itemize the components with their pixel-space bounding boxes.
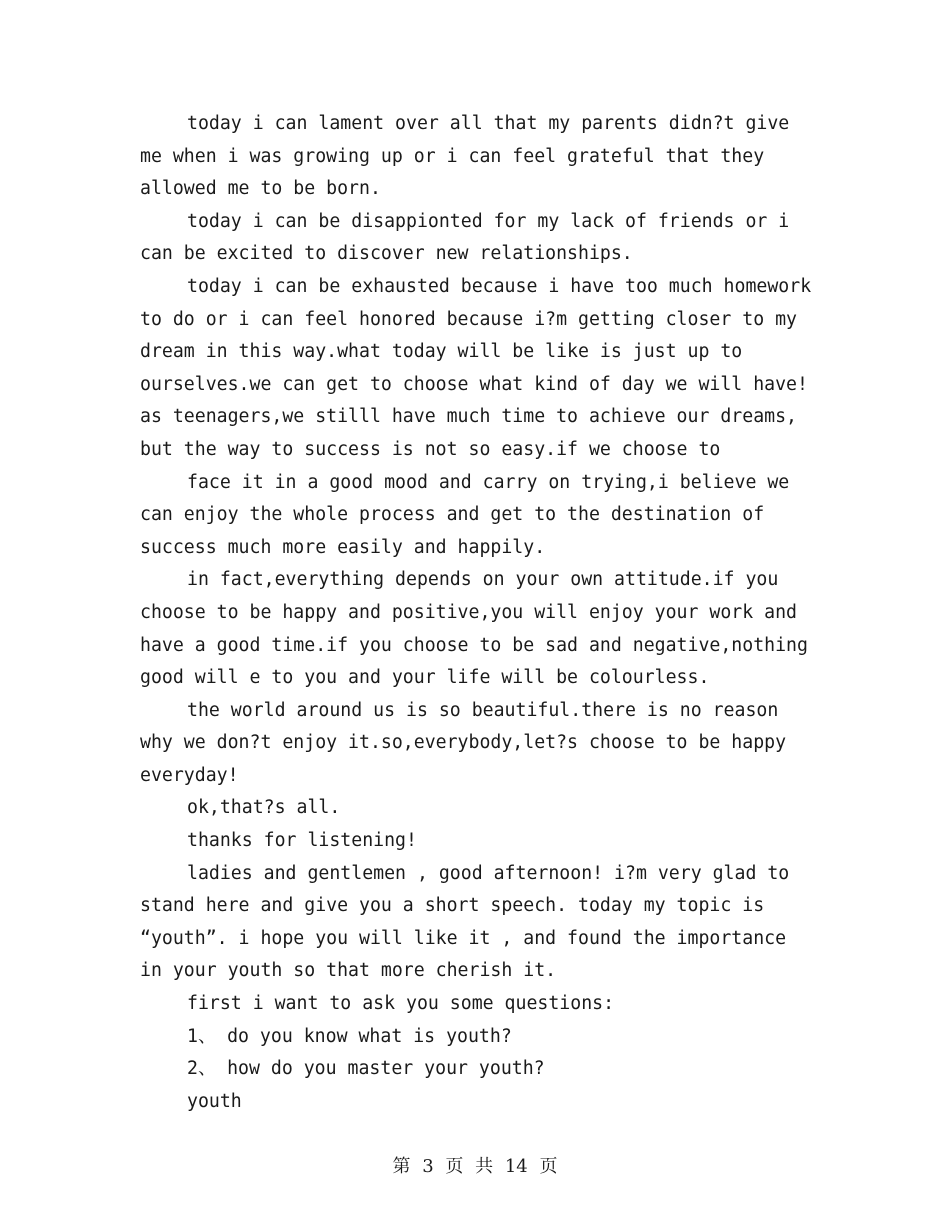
- text-line: the world around us is so beautiful.there is no reason: [187, 699, 779, 721]
- text-line: good will e to you and your life will be colourless.: [140, 667, 710, 689]
- text-line: but the way to success is not so easy.if we choose to: [140, 438, 721, 460]
- text-line: face it in a good mood and carry on trying,i believe we: [187, 471, 790, 493]
- text-line: 2、 how do you master your youth?: [187, 1058, 545, 1080]
- text-line: 1、 do you know what is youth?: [187, 1025, 512, 1047]
- text-line: success much more easily and happily.: [140, 536, 546, 558]
- text-line: choose to be happy and positive,you will enjoy your work and: [140, 601, 797, 623]
- text-line: today i can lament over all that my parents didn?t give: [187, 113, 790, 134]
- text-line: ladies and gentlemen , good afternoon! i?m very glad to: [187, 862, 790, 884]
- text-line: have a good time.if you choose to be sad and negative,nothing: [140, 634, 808, 656]
- text-line: dream in this way.what today will be like is just up to: [140, 341, 743, 363]
- text-line: first i want to ask you some questions:: [187, 993, 615, 1015]
- text-line: ourselves.we can get to choose what kind of day we will have!: [140, 373, 808, 395]
- text-line: thanks for listening!: [187, 830, 417, 852]
- text-line: in fact,everything depends on your own attitude.if you: [187, 569, 779, 591]
- text-line: as teenagers,we stilll have much time to achieve our dreams,: [140, 406, 797, 428]
- text-line: stand here and give you a short speech. today my topic is: [140, 895, 765, 917]
- text-line: “youth”. i hope you will like it , and found the importance: [140, 927, 787, 949]
- text-line: everyday!: [140, 764, 239, 786]
- document-body: [140, 108, 820, 1118]
- text-line: can be excited to discover new relationships.: [140, 243, 633, 265]
- text-line: allowed me to be born.: [140, 178, 381, 200]
- text-line: can enjoy the whole process and get to the destination of: [140, 504, 765, 526]
- text-line: why we don?t enjoy it.so,everybody,let?s choose to be happy: [140, 732, 787, 754]
- text-line: today i can be disappionted for my lack of friends or i: [187, 210, 790, 232]
- text-line: ok,that?s all.: [187, 797, 341, 819]
- text-line: me when i was growing up or i can feel grateful that they: [140, 145, 765, 167]
- page-number-footer: 第 3 页 共 14 页: [392, 1156, 558, 1177]
- text-line: today i can be exhausted because i have too much homework: [187, 275, 812, 297]
- text-line: to do or i can feel honored because i?m getting closer to my: [140, 308, 797, 330]
- text-line: in your youth so that more cherish it.: [140, 960, 557, 982]
- text-line: youth: [187, 1090, 242, 1112]
